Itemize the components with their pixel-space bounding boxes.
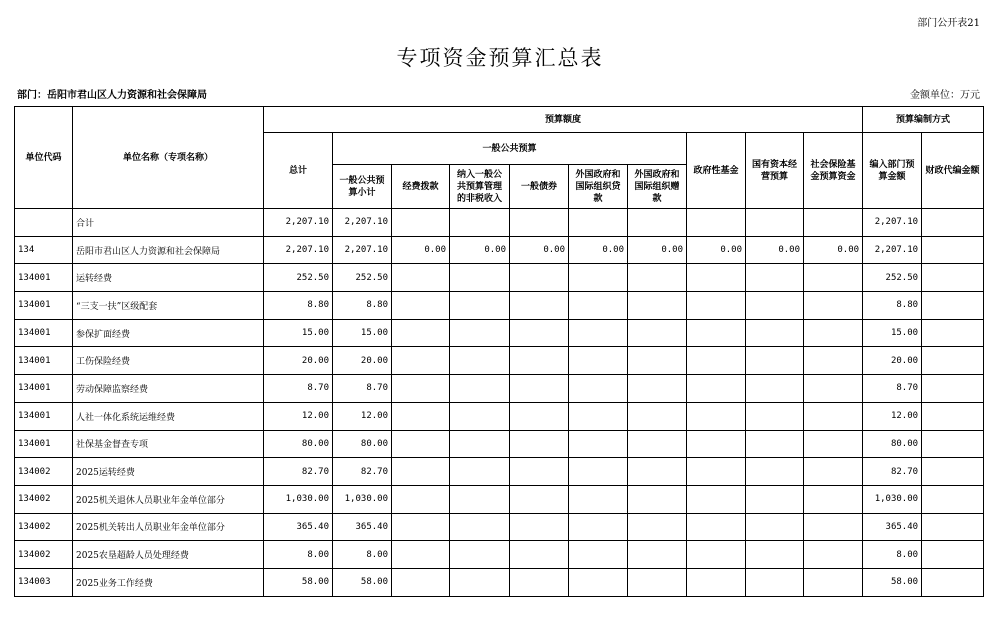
cell-total: 1,030.00 <box>264 485 333 513</box>
cell-code: 134002 <box>15 458 73 486</box>
cell-govfund: 0.00 <box>687 236 746 264</box>
cell-agent <box>922 292 984 320</box>
cell-statecap: 0.00 <box>746 236 804 264</box>
cell-grants <box>628 430 687 458</box>
table-row <box>15 568 984 596</box>
cell-social <box>804 375 863 403</box>
cell-statecap <box>746 568 804 596</box>
cell-govfund <box>687 292 746 320</box>
cell-name: 运转经费 <box>73 264 264 292</box>
cell-code: 134001 <box>15 319 73 347</box>
page-title: 专项资金预算汇总表 <box>396 46 604 70</box>
cell-nontax <box>450 568 510 596</box>
cell-bonds <box>510 375 569 403</box>
cell-loans <box>569 319 628 347</box>
cell-agent <box>922 236 984 264</box>
cell-subtotal: 2,207.10 <box>333 209 392 237</box>
table-row <box>15 430 984 458</box>
cell-bonds <box>510 264 569 292</box>
cell-social <box>804 402 863 430</box>
cell-name: 合计 <box>73 209 264 237</box>
cell-nontax <box>450 458 510 486</box>
cell-govfund <box>687 541 746 569</box>
cell-social <box>804 513 863 541</box>
cell-agent <box>922 513 984 541</box>
cell-social <box>804 292 863 320</box>
cell-agent <box>922 485 984 513</box>
cell-code: 134002 <box>15 541 73 569</box>
table-row <box>15 236 984 264</box>
cell-name: 岳阳市君山区人力资源和社会保障局 <box>73 236 264 264</box>
cell-nontax <box>450 209 510 237</box>
cell-statecap <box>746 209 804 237</box>
cell-govfund <box>687 458 746 486</box>
col-funding-allocation: 经费拨款 <box>392 165 450 209</box>
cell-dept: 1,030.00 <box>863 485 922 513</box>
cell-agent <box>922 541 984 569</box>
cell-statecap <box>746 347 804 375</box>
cell-dept: 20.00 <box>863 347 922 375</box>
cell-dept: 8.00 <box>863 541 922 569</box>
col-finance-agent: 财政代编金额 <box>922 133 984 209</box>
cell-loans <box>569 292 628 320</box>
cell-grants <box>628 568 687 596</box>
cell-loans: 0.00 <box>569 236 628 264</box>
cell-dept: 80.00 <box>863 430 922 458</box>
cell-total: 8.80 <box>264 292 333 320</box>
cell-name: 工伤保险经费 <box>73 347 264 375</box>
cell-subtotal: 15.00 <box>333 319 392 347</box>
cell-subtotal: 58.00 <box>333 568 392 596</box>
cell-total: 2,207.10 <box>264 236 333 264</box>
cell-agent <box>922 568 984 596</box>
cell-grants <box>628 319 687 347</box>
cell-name: 人社一体化系统运维经费 <box>73 402 264 430</box>
cell-loans <box>569 375 628 403</box>
cell-agent <box>922 209 984 237</box>
col-budget-amount: 预算额度 <box>264 107 863 133</box>
cell-social <box>804 209 863 237</box>
table-row <box>15 209 984 237</box>
cell-funding <box>392 264 450 292</box>
cell-name: 2025机关转出人员职业年金单位部分 <box>73 513 264 541</box>
cell-subtotal: 20.00 <box>333 347 392 375</box>
cell-total: 20.00 <box>264 347 333 375</box>
cell-grants <box>628 513 687 541</box>
col-general-budget: 一般公共预算 <box>333 133 687 165</box>
col-gov-fund: 政府性基金 <box>687 133 746 209</box>
cell-social <box>804 264 863 292</box>
cell-statecap <box>746 513 804 541</box>
cell-nontax <box>450 485 510 513</box>
cell-bonds <box>510 568 569 596</box>
cell-bonds <box>510 347 569 375</box>
cell-funding <box>392 568 450 596</box>
cell-name: 劳动保障监察经费 <box>73 375 264 403</box>
cell-code: 134001 <box>15 347 73 375</box>
col-foreign-loans: 外国政府和国际组织贷款 <box>569 165 628 209</box>
col-foreign-grants: 外国政府和国际组织赠款 <box>628 165 687 209</box>
cell-bonds <box>510 209 569 237</box>
cell-name: 社保基金督查专项 <box>73 430 264 458</box>
cell-agent <box>922 319 984 347</box>
cell-total: 8.70 <box>264 375 333 403</box>
cell-nontax <box>450 541 510 569</box>
cell-total: 252.50 <box>264 264 333 292</box>
cell-dept: 82.70 <box>863 458 922 486</box>
cell-dept: 12.00 <box>863 402 922 430</box>
amount-unit-label: 金额单位：万元 <box>910 90 980 101</box>
cell-grants <box>628 347 687 375</box>
cell-loans <box>569 209 628 237</box>
cell-total: 80.00 <box>264 430 333 458</box>
cell-total: 12.00 <box>264 402 333 430</box>
cell-subtotal: 82.70 <box>333 458 392 486</box>
cell-bonds <box>510 513 569 541</box>
cell-statecap <box>746 319 804 347</box>
form-code: 部门公开表21 <box>917 18 980 29</box>
cell-govfund <box>687 319 746 347</box>
cell-code: 134003 <box>15 568 73 596</box>
cell-code: 134001 <box>15 375 73 403</box>
cell-code: 134001 <box>15 264 73 292</box>
cell-subtotal: 8.70 <box>333 375 392 403</box>
cell-code: 134 <box>15 236 73 264</box>
cell-code: 134001 <box>15 430 73 458</box>
cell-funding <box>392 541 450 569</box>
cell-nontax <box>450 402 510 430</box>
cell-funding <box>392 347 450 375</box>
col-social-insurance: 社会保险基金预算资金 <box>804 133 863 209</box>
cell-subtotal: 2,207.10 <box>333 236 392 264</box>
cell-social <box>804 568 863 596</box>
table-row <box>15 319 984 347</box>
cell-nontax: 0.00 <box>450 236 510 264</box>
cell-statecap <box>746 541 804 569</box>
cell-grants <box>628 485 687 513</box>
cell-funding <box>392 485 450 513</box>
cell-bonds <box>510 319 569 347</box>
col-compile-method: 预算编制方式 <box>863 107 984 133</box>
cell-name: 2025机关退休人员职业年金单位部分 <box>73 485 264 513</box>
cell-nontax <box>450 319 510 347</box>
cell-loans <box>569 458 628 486</box>
table-row <box>15 513 984 541</box>
cell-govfund <box>687 264 746 292</box>
cell-social <box>804 485 863 513</box>
cell-subtotal: 8.80 <box>333 292 392 320</box>
cell-loans <box>569 430 628 458</box>
cell-dept: 58.00 <box>863 568 922 596</box>
cell-total: 82.70 <box>264 458 333 486</box>
cell-grants <box>628 402 687 430</box>
cell-govfund <box>687 347 746 375</box>
cell-bonds <box>510 292 569 320</box>
cell-statecap <box>746 430 804 458</box>
cell-subtotal: 80.00 <box>333 430 392 458</box>
cell-name: 2025业务工作经费 <box>73 568 264 596</box>
cell-code <box>15 209 73 237</box>
cell-agent <box>922 430 984 458</box>
cell-nontax <box>450 292 510 320</box>
cell-funding <box>392 402 450 430</box>
cell-subtotal: 365.40 <box>333 513 392 541</box>
cell-funding <box>392 292 450 320</box>
cell-agent <box>922 264 984 292</box>
cell-social <box>804 541 863 569</box>
cell-funding: 0.00 <box>392 236 450 264</box>
cell-loans <box>569 402 628 430</box>
cell-dept: 365.40 <box>863 513 922 541</box>
cell-name: “三支一扶”区级配套 <box>73 292 264 320</box>
cell-nontax <box>450 430 510 458</box>
cell-dept: 15.00 <box>863 319 922 347</box>
cell-nontax <box>450 264 510 292</box>
col-total: 总计 <box>264 133 333 209</box>
cell-govfund <box>687 209 746 237</box>
col-dept-budget: 编入部门预算金额 <box>863 133 922 209</box>
cell-code: 134002 <box>15 513 73 541</box>
cell-bonds <box>510 430 569 458</box>
cell-funding <box>392 209 450 237</box>
table-row <box>15 264 984 292</box>
col-general-subtotal: 一般公共预算小计 <box>333 165 392 209</box>
cell-agent <box>922 402 984 430</box>
department-label: 部门：岳阳市君山区人力资源和社会保障局 <box>17 90 207 101</box>
cell-agent <box>922 458 984 486</box>
cell-name: 2025农垦超龄人员处理经费 <box>73 541 264 569</box>
cell-grants <box>628 541 687 569</box>
cell-govfund <box>687 485 746 513</box>
cell-funding <box>392 430 450 458</box>
cell-funding <box>392 513 450 541</box>
table-row <box>15 347 984 375</box>
cell-grants <box>628 209 687 237</box>
cell-dept: 8.70 <box>863 375 922 403</box>
table-row <box>15 458 984 486</box>
cell-loans <box>569 485 628 513</box>
table-row <box>15 485 984 513</box>
cell-social <box>804 347 863 375</box>
col-state-capital: 国有资本经营预算 <box>746 133 804 209</box>
cell-total: 8.00 <box>264 541 333 569</box>
cell-bonds: 0.00 <box>510 236 569 264</box>
cell-dept: 2,207.10 <box>863 236 922 264</box>
cell-dept: 252.50 <box>863 264 922 292</box>
cell-total: 365.40 <box>264 513 333 541</box>
cell-funding <box>392 319 450 347</box>
cell-grants <box>628 375 687 403</box>
cell-subtotal: 1,030.00 <box>333 485 392 513</box>
col-non-tax-income: 纳入一般公共预算管理的非税收入 <box>450 165 510 209</box>
cell-bonds <box>510 485 569 513</box>
cell-total: 15.00 <box>264 319 333 347</box>
cell-bonds <box>510 402 569 430</box>
cell-loans <box>569 541 628 569</box>
cell-govfund <box>687 430 746 458</box>
cell-total: 2,207.10 <box>264 209 333 237</box>
cell-social <box>804 319 863 347</box>
cell-govfund <box>687 375 746 403</box>
cell-funding <box>392 458 450 486</box>
cell-nontax <box>450 375 510 403</box>
cell-code: 134001 <box>15 292 73 320</box>
cell-dept: 2,207.10 <box>863 209 922 237</box>
cell-social <box>804 458 863 486</box>
budget-table <box>14 106 984 597</box>
cell-social <box>804 430 863 458</box>
cell-dept: 8.80 <box>863 292 922 320</box>
cell-statecap <box>746 292 804 320</box>
col-unit-code: 单位代码 <box>15 107 73 209</box>
cell-agent <box>922 347 984 375</box>
cell-nontax <box>450 513 510 541</box>
cell-subtotal: 252.50 <box>333 264 392 292</box>
cell-grants <box>628 264 687 292</box>
cell-statecap <box>746 264 804 292</box>
cell-statecap <box>746 485 804 513</box>
cell-grants <box>628 292 687 320</box>
table-row <box>15 375 984 403</box>
cell-loans <box>569 568 628 596</box>
cell-subtotal: 12.00 <box>333 402 392 430</box>
cell-loans <box>569 513 628 541</box>
table-row <box>15 402 984 430</box>
cell-social: 0.00 <box>804 236 863 264</box>
cell-statecap <box>746 458 804 486</box>
cell-statecap <box>746 402 804 430</box>
cell-govfund <box>687 568 746 596</box>
col-general-bonds: 一般债券 <box>510 165 569 209</box>
cell-code: 134002 <box>15 485 73 513</box>
cell-bonds <box>510 458 569 486</box>
cell-agent <box>922 375 984 403</box>
cell-nontax <box>450 347 510 375</box>
cell-loans <box>569 347 628 375</box>
cell-name: 参保扩面经费 <box>73 319 264 347</box>
cell-funding <box>392 375 450 403</box>
cell-subtotal: 8.00 <box>333 541 392 569</box>
cell-total: 58.00 <box>264 568 333 596</box>
cell-loans <box>569 264 628 292</box>
table-row <box>15 292 984 320</box>
cell-grants: 0.00 <box>628 236 687 264</box>
col-unit-name: 单位名称（专项名称） <box>73 107 264 209</box>
cell-grants <box>628 458 687 486</box>
cell-name: 2025运转经费 <box>73 458 264 486</box>
cell-code: 134001 <box>15 402 73 430</box>
cell-statecap <box>746 375 804 403</box>
cell-govfund <box>687 513 746 541</box>
table-row <box>15 541 984 569</box>
cell-govfund <box>687 402 746 430</box>
cell-bonds <box>510 541 569 569</box>
